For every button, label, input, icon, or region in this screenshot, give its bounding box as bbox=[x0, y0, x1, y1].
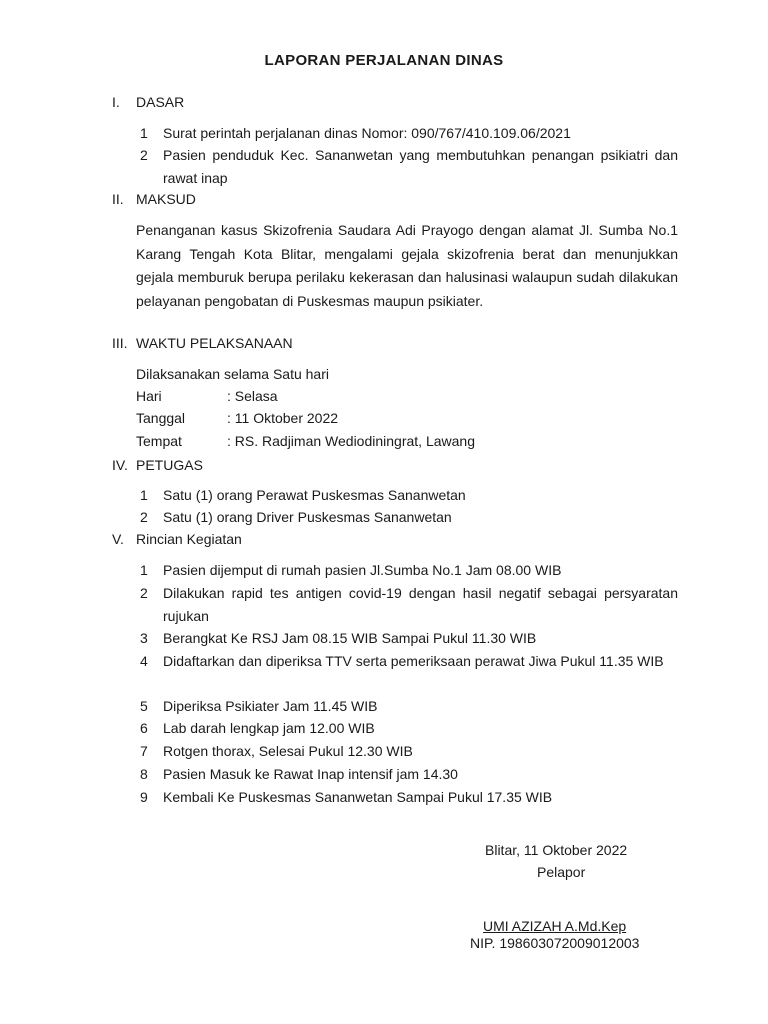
waktu-row-value: : 11 Oktober 2022 bbox=[227, 410, 339, 426]
list-item-text: Pasien penduduk Kec. Sananwetan yang membutuhkan penangan psikiatri dan rawat inap bbox=[163, 147, 678, 186]
list-item-text: Satu (1) orang Driver Puskesmas Sananwetan bbox=[163, 509, 452, 525]
maksud-paragraph: Penanganan kasus Skizofrenia Saudara Adi Prayogo dengan alamat Jl. Sumba No.1 Karang Tengah Kota Blitar, mengalami gejala skizofrenia berat dan menunjukkan gejala memburuk berupa perilaku kekerasan dan halusinasi walaupun sudah dilakukan pelayanan pengobatan di Puskesmas maupun psikiater. bbox=[136, 222, 678, 309]
list-item-text: Pasien Masuk ke Rawat Inap intensif jam 14.30 bbox=[163, 766, 458, 782]
section-heading-rincian: Rincian Kegiatan bbox=[136, 531, 242, 547]
list-item-number: 1 bbox=[140, 487, 148, 503]
list-item-number: 9 bbox=[140, 789, 148, 805]
list-item-number: 2 bbox=[140, 585, 148, 601]
list-item-text: Lab darah lengkap jam 12.00 WIB bbox=[163, 720, 375, 736]
list-item-text: Rotgen thorax, Selesai Pukul 12.30 WIB bbox=[163, 743, 413, 759]
section-number-dasar: I. bbox=[112, 94, 120, 110]
list-item-number: 1 bbox=[140, 562, 148, 578]
waktu-row-key: Tempat bbox=[136, 433, 182, 449]
signature-role: Pelapor bbox=[537, 864, 586, 880]
list-item-text: Diperiksa Psikiater Jam 11.45 WIB bbox=[163, 698, 378, 714]
list-item-text: Satu (1) orang Perawat Puskesmas Sananwetan bbox=[163, 487, 466, 503]
section-heading-dasar: DASAR bbox=[136, 94, 185, 110]
section-number-rincian: V. bbox=[112, 531, 124, 547]
list-item-number: 2 bbox=[140, 147, 148, 163]
list-item-text: Kembali Ke Puskesmas Sananwetan Sampai Pukul 17.35 WIB bbox=[163, 789, 553, 805]
section-number-maksud: II. bbox=[112, 191, 124, 207]
waktu-row-key: Tanggal bbox=[136, 410, 186, 426]
waktu-row-tempat bbox=[136, 430, 475, 452]
section-heading-petugas: PETUGAS bbox=[136, 457, 203, 473]
section-number-petugas: IV. bbox=[112, 457, 128, 473]
waktu-row-hari bbox=[136, 385, 278, 407]
list-item-text: Didaftarkan dan diperiksa TTV serta pemeriksaan perawat Jiwa Pukul 11.35 WIB bbox=[163, 653, 664, 669]
list-item-number: 5 bbox=[140, 698, 148, 714]
section-heading-waktu: WAKTU PELAKSANAAN bbox=[136, 335, 293, 351]
waktu-row-value: : RS. Radjiman Wediodiningrat, Lawang bbox=[227, 433, 475, 449]
list-item-number: 2 bbox=[140, 509, 148, 525]
list-item-number: 1 bbox=[140, 125, 148, 141]
section-heading-maksud: MAKSUD bbox=[136, 191, 196, 207]
waktu-intro: Dilaksanakan selama Satu hari bbox=[136, 366, 329, 382]
waktu-row-key: Hari bbox=[136, 388, 162, 404]
signature-name: UMI AZIZAH A.Md.Kep bbox=[483, 918, 627, 934]
signature-place-date: Blitar, 11 Oktober 2022 bbox=[485, 842, 628, 858]
list-item-number: 8 bbox=[140, 766, 148, 782]
list-item-number: 3 bbox=[140, 630, 148, 646]
list-item-number: 4 bbox=[140, 653, 148, 669]
list-item-text: Berangkat Ke RSJ Jam 08.15 WIB Sampai Pukul 11.30 WIB bbox=[163, 630, 537, 646]
section-number-waktu: III. bbox=[112, 335, 128, 351]
list-item-text: Pasien dijemput di rumah pasien Jl.Sumba No.1 Jam 08.00 WIB bbox=[163, 562, 562, 578]
waktu-row-value: : Selasa bbox=[227, 388, 278, 404]
list-item-number: 7 bbox=[140, 743, 148, 759]
waktu-row-tanggal bbox=[136, 407, 338, 429]
list-item-text: Dilakukan rapid tes antigen covid-19 dengan hasil negatif sebagai persyaratan rujukan bbox=[163, 585, 678, 624]
list-item-text: Surat perintah perjalanan dinas Nomor: 090/767/410.109.06/2021 bbox=[163, 125, 571, 141]
list-item-number: 6 bbox=[140, 720, 148, 736]
document-title: LAPORAN PERJALANAN DINAS bbox=[264, 52, 504, 69]
signature-nip: NIP. 198603072009012003 bbox=[470, 935, 640, 951]
